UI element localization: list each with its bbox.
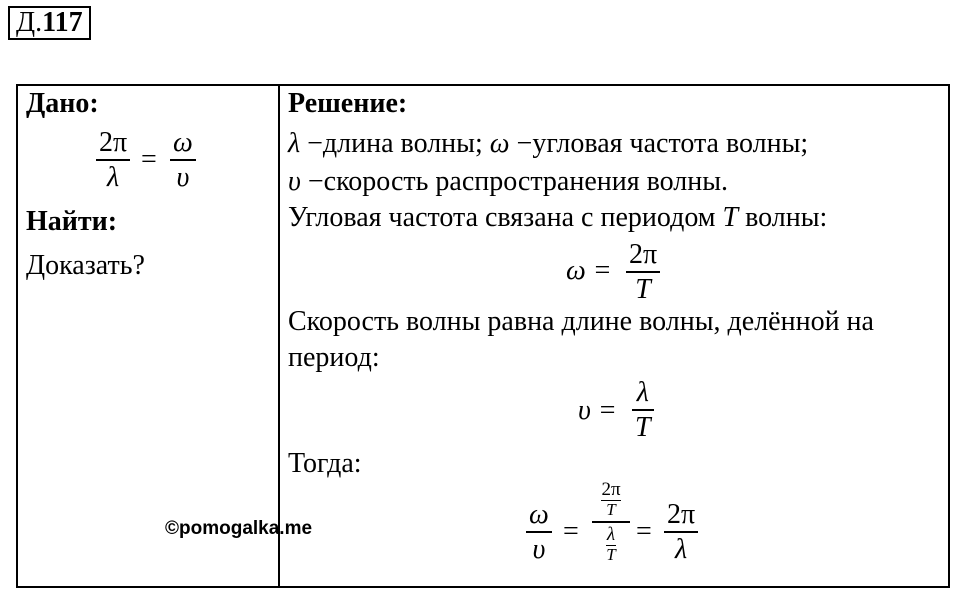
fraction-bar [626, 271, 660, 273]
text-fragment: −скорость распространения волны. [300, 166, 729, 197]
given-fraction-right [170, 128, 196, 193]
watermark: ©pomogalka.me [165, 518, 313, 539]
upsilon-symbol: υ [288, 166, 301, 197]
solution-line-4: Скорость волны равна длине волны, делённой на [288, 306, 874, 337]
eq3-fraction-1 [526, 500, 552, 565]
period-symbol: T [635, 274, 651, 305]
fraction-bar [170, 159, 196, 161]
equation-lhs: υ = [578, 395, 617, 426]
lambda-symbol: λ [107, 162, 120, 193]
eq3-inner-bottom [606, 525, 615, 564]
lambda-symbol: λ [636, 377, 649, 408]
eq2-denominator [632, 413, 654, 443]
solution-line-2 [288, 166, 728, 198]
eq3-equals-1: = [563, 516, 579, 547]
omega-symbol: ω [489, 128, 510, 159]
eq1-numerator: 2π [629, 239, 658, 270]
solution-line-1 [288, 128, 808, 160]
eq3-compound-fraction [592, 480, 630, 564]
lambda-symbol: λ [606, 524, 616, 545]
given-right-numerator [170, 128, 196, 158]
given-right-denominator [173, 163, 192, 193]
equation-lhs: ω = [566, 255, 612, 286]
text-fragment: волны: [738, 202, 828, 233]
given-fraction-left [96, 128, 130, 193]
fraction-bar [526, 531, 552, 533]
eq3-equals-2: = [636, 516, 652, 547]
eq1-fraction [626, 240, 660, 305]
period-symbol: T [635, 412, 651, 443]
eq2-fraction [632, 378, 654, 443]
given-title: Дано: [26, 88, 99, 119]
solution-line-6: Тогда: [288, 448, 362, 479]
eq3-inner-bottom-numerator [607, 525, 615, 545]
eq3-f3-numerator: 2π [667, 499, 696, 530]
eq1-lhs [566, 256, 612, 286]
column-divider [278, 84, 280, 588]
lambda-symbol: λ [288, 128, 301, 159]
eq3-inner-top-numerator: 2π [601, 479, 621, 500]
upsilon-symbol: υ [532, 534, 546, 565]
find-text: Доказать? [26, 250, 145, 281]
omega-symbol: ω [529, 499, 549, 530]
given-equals: = [141, 144, 157, 175]
lambda-symbol: λ [675, 534, 688, 565]
omega-symbol: ω [173, 127, 193, 158]
eq3-fraction-3 [664, 500, 698, 565]
problem-number [8, 6, 91, 40]
main-fraction-bar [592, 521, 630, 523]
eq3-inner-top [601, 480, 620, 519]
fraction-bar [632, 409, 654, 411]
text-fragment: Угловая частота связана с периодом [288, 202, 723, 233]
upsilon-symbol: υ [176, 162, 190, 193]
eq3-f3-denominator [672, 535, 690, 565]
solution-title: Решение: [288, 88, 408, 119]
given-left-denominator [104, 163, 122, 193]
eq1-denominator [632, 275, 654, 305]
eq2-lhs [578, 396, 617, 426]
period-symbol: T [606, 500, 616, 519]
fraction-bar [96, 159, 130, 161]
text-fragment: −угловая частота волны; [509, 128, 809, 159]
find-title: Найти: [26, 206, 118, 237]
eq2-numerator [634, 378, 652, 408]
eq3-inner-top-denominator [606, 501, 615, 519]
problem-number-value: 117 [42, 7, 83, 38]
problem-prefix: Д. [16, 7, 43, 38]
given-left-numerator: 2π [99, 127, 128, 158]
eq3-f1-denominator [529, 535, 548, 565]
period-symbol: T [606, 545, 616, 564]
eq3-inner-bottom-denominator [606, 546, 615, 564]
eq3-f1-numerator [526, 500, 552, 530]
fraction-bar [664, 531, 698, 533]
solution-line-3 [288, 202, 827, 234]
period-symbol: T [722, 202, 739, 233]
solution-line-5: период: [288, 342, 380, 373]
text-fragment: −длина волны; [300, 128, 490, 159]
